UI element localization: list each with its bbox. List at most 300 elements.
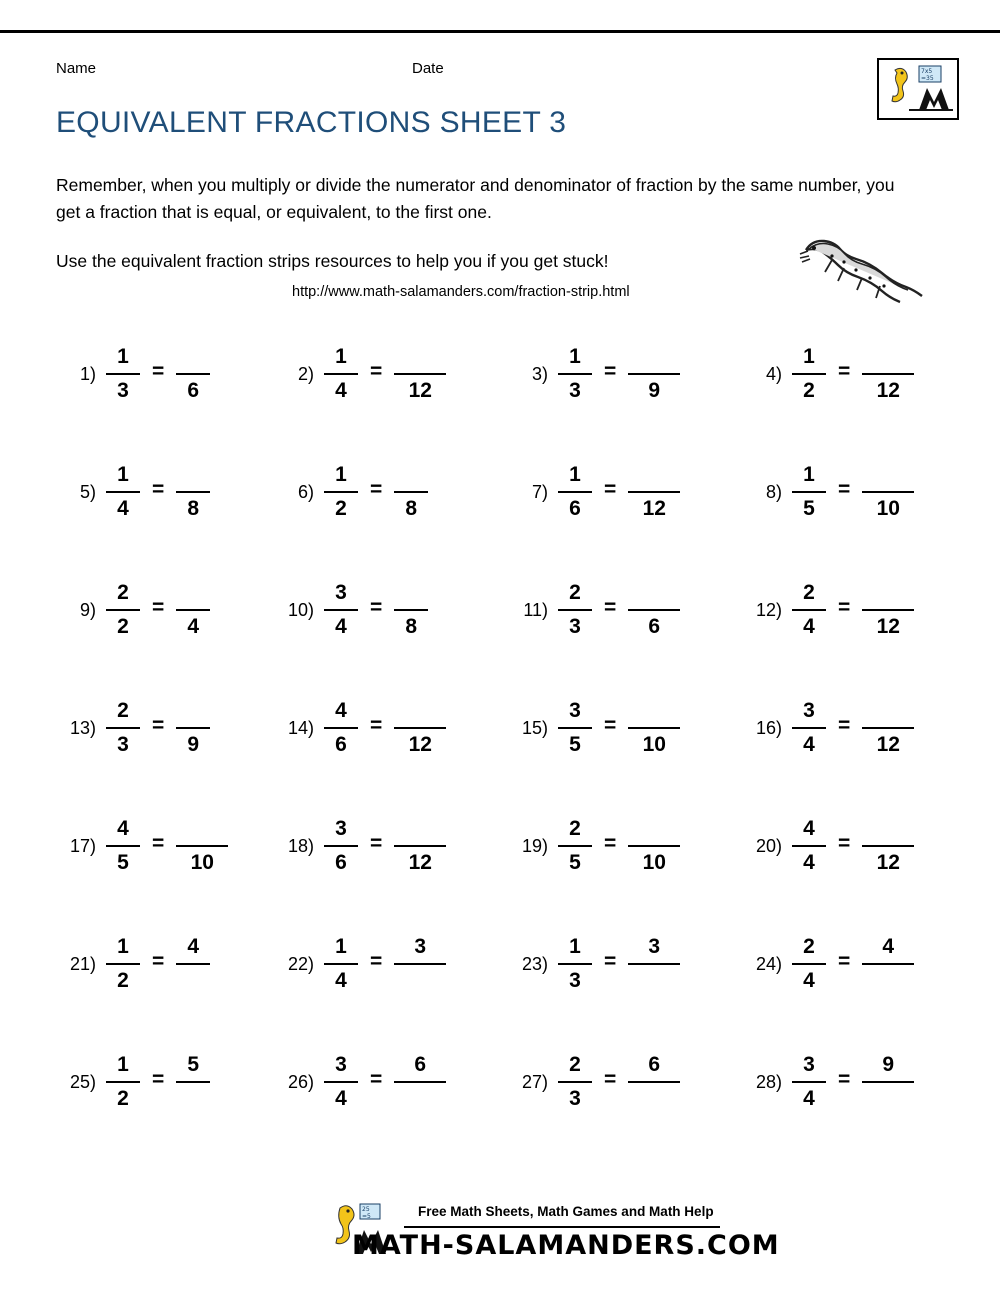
numerator: 1 bbox=[335, 934, 347, 958]
top-divider bbox=[0, 30, 1000, 33]
svg-text:7x5: 7x5 bbox=[921, 68, 933, 75]
given-fraction bbox=[792, 698, 826, 759]
answer-denominator[interactable]: 10 bbox=[642, 851, 666, 875]
equals-sign: = bbox=[838, 714, 851, 737]
equals-sign: = bbox=[152, 478, 165, 501]
problem-item bbox=[274, 336, 446, 412]
problem-item bbox=[274, 572, 428, 648]
problem-item bbox=[742, 690, 914, 766]
fraction-bar bbox=[106, 491, 140, 494]
equals-sign: = bbox=[370, 478, 383, 501]
fraction-bar bbox=[106, 727, 140, 730]
problem-number: 26) bbox=[287, 1071, 314, 1092]
given-fraction bbox=[106, 462, 140, 523]
given-fraction bbox=[324, 344, 358, 405]
equals-sign: = bbox=[370, 714, 383, 737]
answer-fraction[interactable] bbox=[394, 580, 428, 641]
fraction-bar bbox=[176, 1081, 210, 1084]
problem-number: 18) bbox=[287, 835, 314, 856]
equals-sign: = bbox=[370, 832, 383, 855]
problem-number: 8) bbox=[765, 481, 782, 502]
answer-denominator[interactable]: 12 bbox=[876, 615, 900, 639]
problem-number: 7) bbox=[531, 481, 548, 502]
problem-number: 14) bbox=[287, 717, 314, 738]
given-fraction bbox=[792, 1052, 826, 1113]
given-fraction bbox=[106, 934, 140, 995]
numerator: 2 bbox=[803, 580, 815, 604]
equals-sign: = bbox=[604, 950, 617, 973]
problem-number: 11) bbox=[523, 599, 548, 620]
fraction-bar bbox=[324, 1081, 358, 1084]
answer-fraction[interactable] bbox=[862, 344, 914, 405]
numerator: 2 bbox=[803, 934, 815, 958]
fraction-bar bbox=[558, 609, 592, 612]
given-fraction bbox=[792, 344, 826, 405]
problem-item bbox=[56, 808, 228, 884]
denominator: 4 bbox=[803, 615, 815, 639]
problem-item bbox=[742, 572, 914, 648]
fraction-bar bbox=[176, 491, 210, 494]
denominator: 3 bbox=[117, 733, 129, 757]
math-salamanders-logo-icon bbox=[879, 60, 957, 118]
fraction-bar bbox=[628, 373, 680, 376]
equals-sign: = bbox=[152, 714, 165, 737]
fraction-bar bbox=[558, 491, 592, 494]
denominator: 3 bbox=[569, 379, 581, 403]
name-label: Name bbox=[56, 60, 97, 77]
fraction-bar bbox=[324, 845, 358, 848]
problem-number: 13) bbox=[69, 717, 96, 738]
problem-number: 16) bbox=[755, 717, 782, 738]
problem-item bbox=[742, 1044, 914, 1120]
numerator: 1 bbox=[117, 934, 129, 958]
fraction-bar bbox=[862, 845, 914, 848]
equals-sign: = bbox=[370, 1068, 383, 1091]
equals-sign: = bbox=[838, 832, 851, 855]
fraction-bar bbox=[394, 373, 446, 376]
problem-number: 28) bbox=[755, 1071, 782, 1092]
problem-item bbox=[742, 808, 914, 884]
remember-text: Remember, when you multiply or divide the numerator and denominator of fraction by the same number, you get a fraction that is equal, or equivalent, to the first one. bbox=[56, 175, 895, 223]
denominator: 4 bbox=[117, 497, 129, 521]
answer-fraction[interactable] bbox=[862, 462, 914, 523]
problem-item bbox=[274, 690, 446, 766]
fraction-bar bbox=[324, 373, 358, 376]
denominator: 3 bbox=[569, 1087, 581, 1111]
problem-number: 27) bbox=[521, 1071, 548, 1092]
given-fraction bbox=[106, 580, 140, 641]
footer-site-name: MATH-SALAMANDERS.COM bbox=[352, 1230, 780, 1261]
fraction-bar bbox=[106, 963, 140, 966]
fraction-bar bbox=[394, 727, 446, 730]
fraction-bar bbox=[792, 491, 826, 494]
problem-row bbox=[56, 572, 956, 690]
answer-fraction[interactable] bbox=[394, 1052, 446, 1113]
numerator: 3 bbox=[335, 580, 347, 604]
answer-denominator[interactable]: 12 bbox=[876, 733, 900, 757]
fraction-bar bbox=[792, 1081, 826, 1084]
answer-denominator[interactable]: 12 bbox=[408, 851, 432, 875]
given-fraction bbox=[558, 934, 592, 995]
answer-fraction[interactable] bbox=[862, 934, 914, 995]
answer-denominator[interactable]: 9 bbox=[648, 379, 661, 403]
fraction-bar bbox=[394, 963, 446, 966]
fraction-bar bbox=[176, 373, 210, 376]
problem-number: 19) bbox=[521, 835, 548, 856]
equals-sign: = bbox=[152, 950, 165, 973]
fraction-bar bbox=[176, 845, 228, 848]
answer-fraction[interactable] bbox=[862, 816, 914, 877]
denominator: 5 bbox=[569, 733, 581, 757]
numerator: 2 bbox=[117, 580, 129, 604]
problem-item bbox=[508, 808, 680, 884]
answer-fraction[interactable] bbox=[628, 816, 680, 877]
answer-fraction[interactable] bbox=[394, 344, 446, 405]
denominator: 5 bbox=[569, 851, 581, 875]
answer-fraction[interactable] bbox=[862, 580, 914, 641]
answer-denominator[interactable]: 10 bbox=[876, 497, 900, 521]
answer-numerator[interactable]: 3 bbox=[648, 934, 661, 958]
answer-fraction[interactable] bbox=[862, 1052, 914, 1113]
problem-number: 22) bbox=[287, 953, 314, 974]
date-label: Date bbox=[412, 60, 444, 77]
given-fraction bbox=[558, 462, 592, 523]
numerator: 1 bbox=[117, 344, 129, 368]
answer-denominator[interactable]: 8 bbox=[405, 497, 418, 521]
answer-numerator[interactable]: 9 bbox=[882, 1052, 895, 1076]
problem-item bbox=[742, 454, 914, 530]
answer-fraction[interactable] bbox=[628, 462, 680, 523]
numerator: 1 bbox=[335, 344, 347, 368]
answer-fraction[interactable] bbox=[176, 344, 210, 405]
problem-item bbox=[274, 926, 446, 1002]
svg-text:=35: =35 bbox=[921, 75, 934, 82]
problem-item bbox=[508, 572, 680, 648]
problem-number: 21) bbox=[69, 953, 96, 974]
denominator: 2 bbox=[803, 379, 815, 403]
numerator: 4 bbox=[335, 698, 347, 722]
denominator: 4 bbox=[803, 733, 815, 757]
denominator: 2 bbox=[335, 497, 347, 521]
equals-sign: = bbox=[152, 360, 165, 383]
answer-denominator[interactable]: 6 bbox=[648, 615, 661, 639]
problem-number: 10) bbox=[287, 599, 314, 620]
denominator: 2 bbox=[117, 615, 129, 639]
fraction-bar bbox=[792, 373, 826, 376]
fraction-bar bbox=[106, 1081, 140, 1084]
problem-item bbox=[508, 1044, 680, 1120]
fraction-bar bbox=[628, 963, 680, 966]
answer-denominator[interactable]: 12 bbox=[642, 497, 666, 521]
problem-row bbox=[56, 336, 956, 454]
numerator: 1 bbox=[335, 462, 347, 486]
fraction-bar bbox=[792, 609, 826, 612]
resource-url: http://www.math-salamanders.com/fraction-strip.html bbox=[292, 284, 630, 300]
given-fraction bbox=[558, 1052, 592, 1113]
fraction-bar bbox=[324, 491, 358, 494]
numerator: 1 bbox=[569, 934, 581, 958]
equals-sign: = bbox=[152, 832, 165, 855]
problem-number: 9) bbox=[79, 599, 96, 620]
fraction-bar bbox=[792, 963, 826, 966]
denominator: 4 bbox=[803, 969, 815, 993]
numerator: 4 bbox=[117, 816, 129, 840]
answer-denominator[interactable]: 8 bbox=[187, 497, 200, 521]
problem-number: 12) bbox=[755, 599, 782, 620]
fraction-bar bbox=[106, 609, 140, 612]
fraction-bar bbox=[792, 845, 826, 848]
answer-fraction[interactable] bbox=[628, 1052, 680, 1113]
fraction-bar bbox=[106, 373, 140, 376]
fraction-bar bbox=[862, 373, 914, 376]
denominator: 4 bbox=[335, 969, 347, 993]
equals-sign: = bbox=[838, 1068, 851, 1091]
fraction-bar bbox=[324, 609, 358, 612]
svg-text:25: 25 bbox=[362, 1206, 370, 1213]
problem-item bbox=[274, 1044, 446, 1120]
given-fraction bbox=[324, 934, 358, 995]
equals-sign: = bbox=[604, 360, 617, 383]
answer-numerator[interactable]: 6 bbox=[648, 1052, 661, 1076]
numerator: 3 bbox=[335, 816, 347, 840]
problem-number: 24) bbox=[755, 953, 782, 974]
problem-item bbox=[56, 454, 210, 530]
equals-sign: = bbox=[604, 596, 617, 619]
answer-fraction[interactable] bbox=[628, 344, 680, 405]
answer-denominator[interactable]: 12 bbox=[408, 379, 432, 403]
fraction-bar bbox=[628, 609, 680, 612]
answer-fraction[interactable] bbox=[176, 698, 210, 759]
answer-denominator[interactable]: 12 bbox=[408, 733, 432, 757]
numerator: 2 bbox=[569, 580, 581, 604]
equals-sign: = bbox=[838, 950, 851, 973]
answer-denominator[interactable]: 10 bbox=[190, 851, 214, 875]
numerator: 1 bbox=[117, 1052, 129, 1076]
equals-sign: = bbox=[370, 360, 383, 383]
fraction-bar bbox=[792, 727, 826, 730]
equals-sign: = bbox=[604, 832, 617, 855]
fraction-bar bbox=[324, 727, 358, 730]
denominator: 4 bbox=[803, 851, 815, 875]
answer-denominator[interactable]: 9 bbox=[187, 733, 200, 757]
numerator: 3 bbox=[803, 698, 815, 722]
problem-item bbox=[274, 454, 428, 530]
equals-sign: = bbox=[370, 950, 383, 973]
answer-fraction[interactable] bbox=[176, 1052, 210, 1113]
answer-fraction[interactable] bbox=[394, 816, 446, 877]
equals-sign: = bbox=[604, 478, 617, 501]
given-fraction bbox=[558, 580, 592, 641]
problems-grid bbox=[56, 336, 956, 1162]
numerator: 2 bbox=[117, 698, 129, 722]
given-fraction bbox=[792, 816, 826, 877]
fraction-bar bbox=[862, 963, 914, 966]
svg-text:=5: =5 bbox=[362, 1213, 371, 1220]
denominator: 6 bbox=[335, 733, 347, 757]
given-fraction bbox=[106, 344, 140, 405]
answer-numerator[interactable]: 6 bbox=[414, 1052, 427, 1076]
given-fraction bbox=[792, 934, 826, 995]
denominator: 4 bbox=[335, 615, 347, 639]
answer-fraction[interactable] bbox=[176, 934, 210, 995]
salamander-icon bbox=[788, 228, 928, 314]
denominator: 4 bbox=[335, 1087, 347, 1111]
fraction-bar bbox=[176, 727, 210, 730]
answer-numerator[interactable]: 4 bbox=[187, 934, 200, 958]
problem-row bbox=[56, 926, 956, 1044]
answer-fraction[interactable] bbox=[862, 698, 914, 759]
answer-fraction[interactable] bbox=[628, 934, 680, 995]
problem-number: 5) bbox=[79, 481, 96, 502]
answer-fraction[interactable] bbox=[628, 580, 680, 641]
header-logo bbox=[877, 58, 959, 120]
answer-denominator[interactable]: 12 bbox=[876, 851, 900, 875]
numerator: 1 bbox=[803, 344, 815, 368]
denominator: 6 bbox=[569, 497, 581, 521]
equals-sign: = bbox=[604, 714, 617, 737]
problem-number: 23) bbox=[521, 953, 548, 974]
numerator: 2 bbox=[569, 1052, 581, 1076]
numerator: 2 bbox=[569, 816, 581, 840]
problem-number: 1) bbox=[79, 363, 96, 384]
denominator: 2 bbox=[117, 969, 129, 993]
fraction-bar bbox=[862, 609, 914, 612]
fraction-bar bbox=[628, 1081, 680, 1084]
equals-sign: = bbox=[838, 360, 851, 383]
footer bbox=[0, 1196, 1000, 1282]
denominator: 4 bbox=[803, 1087, 815, 1111]
equals-sign: = bbox=[838, 596, 851, 619]
problem-item bbox=[508, 336, 680, 412]
problem-row bbox=[56, 454, 956, 572]
fraction-bar bbox=[394, 1081, 446, 1084]
answer-denominator[interactable]: 4 bbox=[187, 615, 200, 639]
denominator: 2 bbox=[117, 1087, 129, 1111]
problem-number: 4) bbox=[765, 363, 782, 384]
problem-number: 6) bbox=[297, 481, 314, 502]
given-fraction bbox=[106, 1052, 140, 1113]
fraction-bar bbox=[628, 491, 680, 494]
answer-fraction[interactable] bbox=[394, 462, 428, 523]
fraction-bar bbox=[558, 727, 592, 730]
answer-numerator[interactable]: 3 bbox=[414, 934, 427, 958]
fraction-bar bbox=[558, 373, 592, 376]
fraction-bar bbox=[558, 963, 592, 966]
answer-numerator[interactable]: 5 bbox=[187, 1052, 200, 1076]
fraction-bar bbox=[394, 609, 428, 612]
denominator: 5 bbox=[117, 851, 129, 875]
answer-fraction[interactable] bbox=[394, 698, 446, 759]
fraction-bar bbox=[628, 727, 680, 730]
answer-denominator[interactable]: 10 bbox=[642, 733, 666, 757]
fraction-bar bbox=[862, 1081, 914, 1084]
equals-sign: = bbox=[604, 1068, 617, 1091]
numerator: 4 bbox=[803, 816, 815, 840]
problem-item bbox=[508, 926, 680, 1002]
given-fraction bbox=[324, 462, 358, 523]
numerator: 3 bbox=[803, 1052, 815, 1076]
numerator: 1 bbox=[569, 344, 581, 368]
problem-number: 3) bbox=[531, 363, 548, 384]
problem-item bbox=[508, 690, 680, 766]
equals-sign: = bbox=[370, 596, 383, 619]
problem-item bbox=[56, 690, 210, 766]
given-fraction bbox=[106, 816, 140, 877]
problem-item bbox=[56, 926, 210, 1002]
given-fraction bbox=[792, 462, 826, 523]
problem-item bbox=[742, 336, 914, 412]
given-fraction bbox=[558, 816, 592, 877]
numerator: 3 bbox=[335, 1052, 347, 1076]
problem-number: 17) bbox=[69, 835, 96, 856]
fraction-bar bbox=[106, 845, 140, 848]
footer-tagline: Free Math Sheets, Math Games and Math Help bbox=[418, 1204, 714, 1219]
denominator: 5 bbox=[803, 497, 815, 521]
given-fraction bbox=[558, 344, 592, 405]
equals-sign: = bbox=[838, 478, 851, 501]
numerator: 1 bbox=[117, 462, 129, 486]
given-fraction bbox=[558, 698, 592, 759]
fraction-bar bbox=[558, 845, 592, 848]
problem-item bbox=[56, 336, 210, 412]
fraction-bar bbox=[324, 963, 358, 966]
answer-fraction[interactable] bbox=[394, 934, 446, 995]
problem-number: 2) bbox=[297, 363, 314, 384]
answer-numerator[interactable]: 4 bbox=[882, 934, 895, 958]
problem-item bbox=[508, 454, 680, 530]
fraction-bar bbox=[558, 1081, 592, 1084]
footer-divider bbox=[404, 1226, 720, 1228]
problem-number: 15) bbox=[521, 717, 548, 738]
answer-denominator[interactable]: 12 bbox=[876, 379, 900, 403]
answer-fraction[interactable] bbox=[176, 816, 228, 877]
answer-fraction[interactable] bbox=[628, 698, 680, 759]
denominator: 3 bbox=[117, 379, 129, 403]
fraction-bar bbox=[862, 727, 914, 730]
given-fraction bbox=[324, 816, 358, 877]
problem-item bbox=[56, 1044, 210, 1120]
problem-number: 20) bbox=[755, 835, 782, 856]
problem-row bbox=[56, 690, 956, 808]
numerator: 3 bbox=[569, 698, 581, 722]
given-fraction bbox=[324, 698, 358, 759]
answer-fraction[interactable] bbox=[176, 580, 210, 641]
equals-sign: = bbox=[152, 1068, 165, 1091]
fraction-bar bbox=[176, 963, 210, 966]
given-fraction bbox=[106, 698, 140, 759]
problem-item bbox=[56, 572, 210, 648]
problem-item bbox=[742, 926, 914, 1002]
denominator: 6 bbox=[335, 851, 347, 875]
problem-number: 25) bbox=[69, 1071, 96, 1092]
given-fraction bbox=[324, 1052, 358, 1113]
problem-row bbox=[56, 808, 956, 926]
answer-denominator[interactable]: 8 bbox=[405, 615, 418, 639]
fraction-bar bbox=[394, 491, 428, 494]
page-title: EQUIVALENT FRACTIONS SHEET 3 bbox=[56, 106, 567, 139]
numerator: 1 bbox=[803, 462, 815, 486]
answer-fraction[interactable] bbox=[176, 462, 210, 523]
fraction-bar bbox=[176, 609, 210, 612]
problem-item bbox=[274, 808, 446, 884]
answer-denominator[interactable]: 6 bbox=[187, 379, 200, 403]
fraction-bar bbox=[394, 845, 446, 848]
denominator: 4 bbox=[335, 379, 347, 403]
denominator: 3 bbox=[569, 615, 581, 639]
numerator: 1 bbox=[569, 462, 581, 486]
given-fraction bbox=[792, 580, 826, 641]
problem-row bbox=[56, 1044, 956, 1162]
